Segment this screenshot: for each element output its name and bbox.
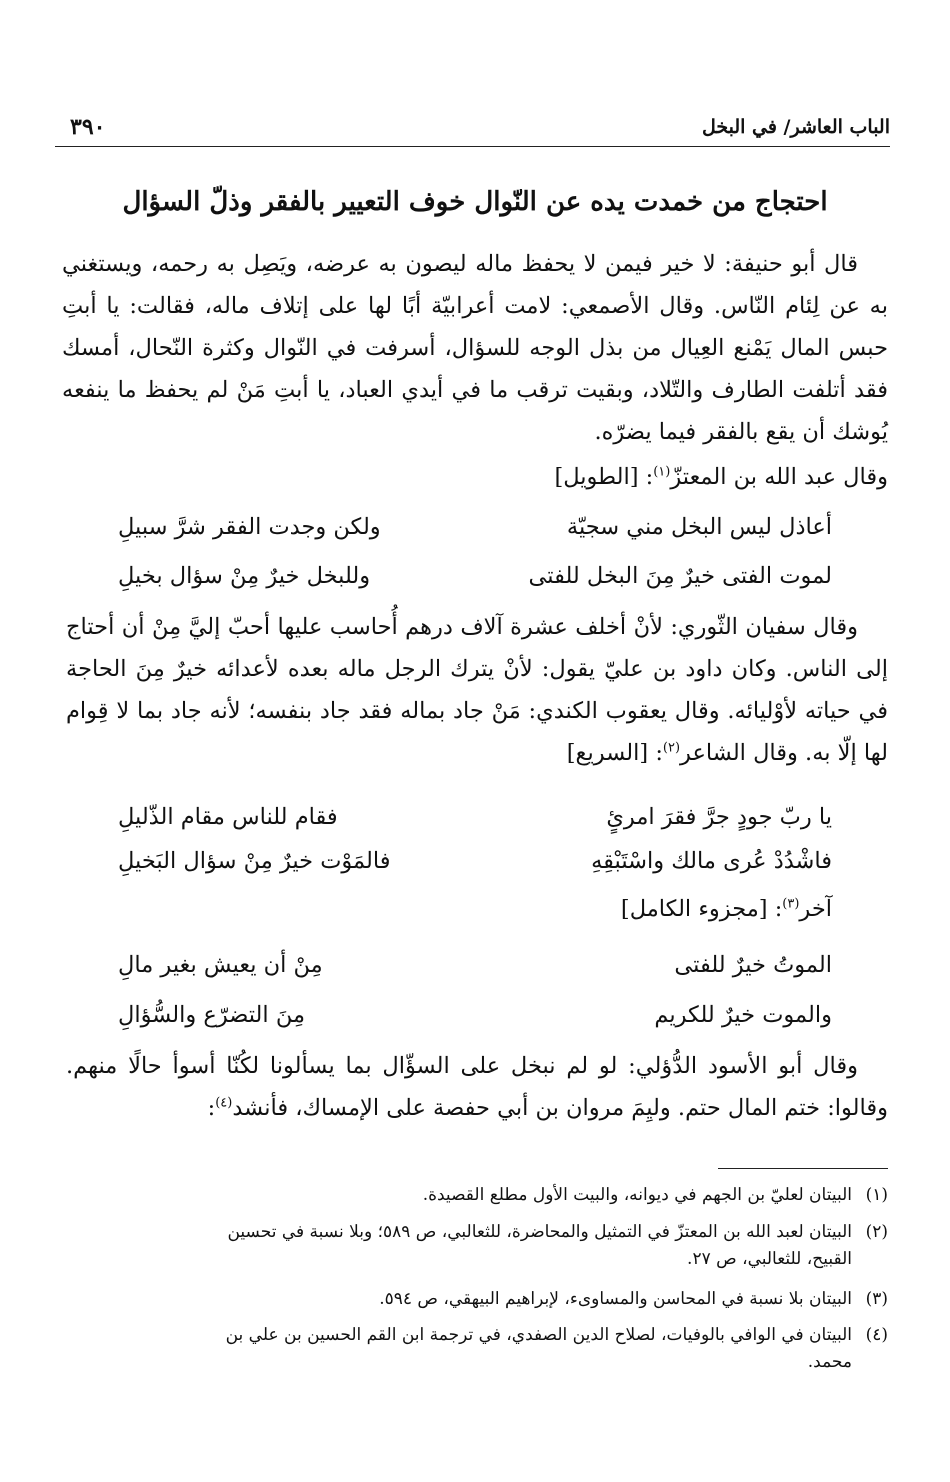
footnote-text: البيتان في الوافي بالوفيات، لصلاح الدين الصفدي، في ترجمة ابن القم الحسين بن علي بن [225, 1325, 852, 1345]
paragraph-4 [66, 1045, 888, 1129]
verse-1-1 [118, 506, 832, 548]
verse-hemistich-first: يا ربّ جودٍ جرَّ فقرَ امرئٍ [606, 804, 832, 830]
footnote-text: البيتان بلا نسبة في المحاسن والمساوىء، لإبراهيم البيهقي، ص ٥٩٤. [379, 1289, 852, 1309]
paragraph-4-text: وقال أبو الأسود الدُّؤلي: لو لم نبخل على السؤّال بما يسألونا لكُنّا أسوأ حالًا منهم. وقالوا: ختم المال حتم. وليِمَ مروان بن أبي حفصة على الإمساك، فأنشد [66, 1053, 888, 1121]
footnote-text: البيتان لعبد الله بن المعتزّ في التمثيل والمحاضرة، للثعالبي، ص ٥٨٩؛ وبلا نسبة في تحسين [227, 1222, 852, 1242]
running-title: الباب العاشر/ في البخل [701, 116, 890, 138]
paragraph-1 [62, 243, 888, 453]
verse-hemistich-first: فاشْدُدْ عُرى مالك واسْتَبْقِهِ [591, 848, 832, 874]
paragraph-2-text: وقال سفيان الثّوري: لأنْ أخلف عشرة آلاف درهم أُحاسب عليها أحبّ إليَّ مِنْ أن أحتاج إلى الناس. وكان داود بن عليّ يقول: لأنْ يترك الرجل ماله بعده لأعدائه خيرٌ مِنَ الحاجة في حياته لأوْليائه. وقال يعقوب الكندي: مَنْ جاد بماله فقد جاد بنفسه؛ لأنه جاد بما لا قِوام لها إلّا به. وقال الشاعر [66, 614, 888, 766]
intro-1 [554, 456, 888, 498]
verse-hemistich-first: الموتُ خيرٌ للفتى [674, 952, 832, 978]
verse-hemistich-second: فالمَوْت خيرٌ مِنْ سؤال البَخيلِ [118, 848, 391, 874]
footnote-ref-4: (٤) [215, 1095, 233, 1111]
verse-hemistich-second: ولكن وجدت الفقر شرَّ سبيلِ [118, 514, 381, 540]
footnote-text: البيتان لعليّ بن الجهم في ديوانه، والبيت الأول مطلع القصيدة. [422, 1185, 852, 1205]
footnote-ref-3: (٣) [782, 896, 800, 912]
intro-1-meter: : [الطويل] [554, 464, 654, 490]
verse-3-2 [118, 994, 832, 1036]
verse-3-1 [118, 944, 832, 986]
paragraph-1-text: قال أبو حنيفة: لا خير فيمن لا يحفظ ماله ليصون به عرضه، ويَصِل به رحمه، ويستغني به عن لِئام النّاس. وقال الأصمعي: لامت أعرابيّة أبًا لها على إتلاف ماله، فقالت: يا أبتِ حبس المال يَمْنع العِيال من بذل الوجه للسؤال، أسرفت في النّوال وكثرة النّحال، أمسك فقد أتلفت الطارف والتّلاد، وبقيت ترقب ما في أيدي العباد، يا أبتِ مَنْ لم يحفظ ما ينفعه يُوشك أن يقع بالفقر فيما يضرّه. [62, 251, 888, 445]
verse-2-2 [118, 840, 832, 882]
verse-hemistich-first: لموت الفتى خيرٌ مِنَ البخل للفتى [528, 563, 832, 589]
page-number: ٣٩٠ [70, 114, 106, 140]
paragraph-2-meter: : [السريع] [566, 740, 663, 766]
running-header [60, 108, 890, 148]
footnote-number: (١) [865, 1185, 888, 1205]
footnote-continuation: محمد. [807, 1352, 852, 1372]
verse-hemistich-second: وللبخل خيرٌ مِنْ سؤال بخيلِ [118, 563, 371, 589]
paragraph-2 [66, 606, 888, 774]
intro-3-meter: : [مجزوء الكامل] [620, 896, 783, 922]
footnote-continuation: القبيح، للثعالبي، ص ٢٧. [687, 1249, 852, 1269]
section-heading: احتجاج من خمدت يده عن النّوال خوف التعيير بالفقر وذلّ السؤال [122, 187, 828, 217]
footnote-4 [70, 1322, 888, 1376]
footnote-ref-1: (١) [653, 464, 671, 480]
footnote-1 [70, 1182, 888, 1209]
header-divider [55, 146, 890, 147]
footnote-number: (٢) [865, 1222, 888, 1242]
intro-1-text: وقال عبد الله بن المعتزّ [670, 464, 888, 490]
verse-hemistich-second: مِنْ أن يعيش بغير مالِ [118, 952, 323, 978]
verse-hemistich-first: والموت خيرٌ للكريم [654, 1002, 832, 1028]
footnote-number: (٤) [865, 1325, 888, 1345]
footnote-2 [70, 1219, 888, 1273]
verse-2-1 [118, 796, 832, 838]
intro-3-text: آخر [799, 896, 832, 922]
verse-hemistich-second: فقام للناس مقام الذّليلِ [118, 804, 338, 830]
paragraph-4-end: : [207, 1095, 216, 1121]
footnote-divider [718, 1168, 888, 1169]
verse-1-2 [118, 555, 832, 597]
footnote-ref-2: (٢) [662, 740, 681, 756]
footnote-3 [70, 1286, 888, 1313]
verse-hemistich-second: مِنَ التضرّع والسُّؤالِ [118, 1002, 305, 1028]
verse-hemistich-first: أعاذل ليس البخل مني سجيّة [566, 514, 832, 540]
footnote-number: (٣) [865, 1289, 888, 1309]
intro-3 [621, 888, 832, 930]
